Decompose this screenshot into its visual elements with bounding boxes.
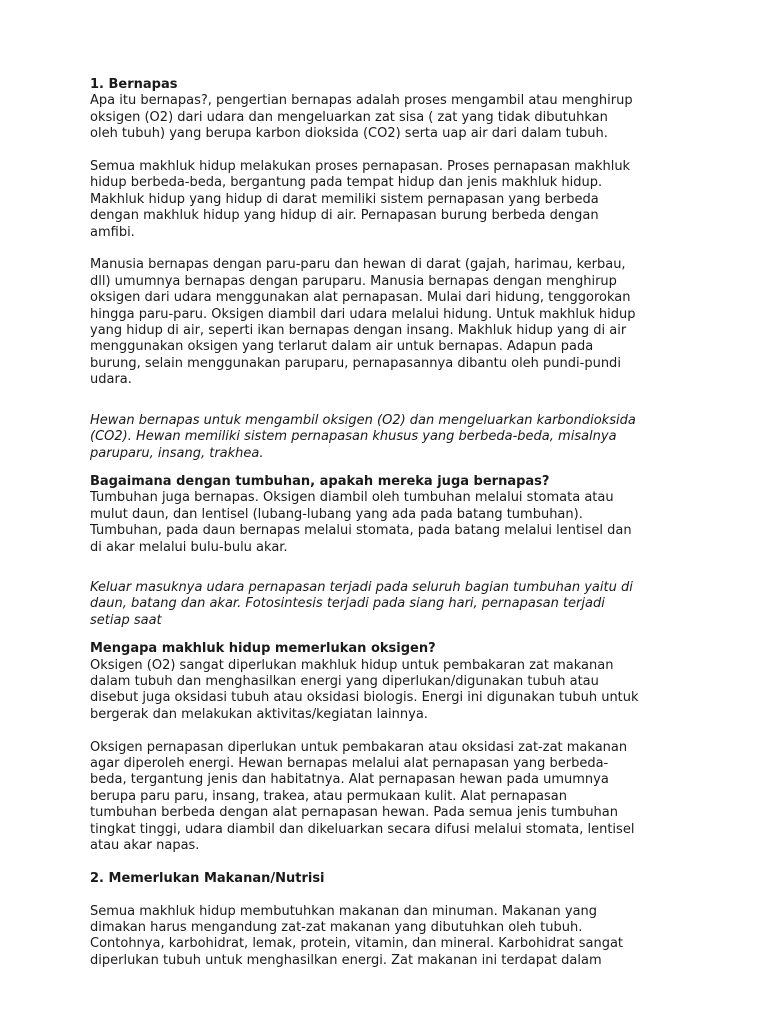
plants-italic-note: Keluar masuknya udara pernapasan terjadi pada seluruh bagian tumbuhan yaitu di daun, batang dan akar. Fotosintesis terjadi pada siang hari, pernapasan terjadi setiap saat [90, 579, 633, 628]
spacer [90, 143, 680, 159]
section-1-paragraph-3: Manusia bernapas dengan paru-paru dan hewan di darat (gajah, harimau, kerbau, dll) umumnya bernapas dengan paruparu. Manusia bernapas dengan menghirup oksigen dari udara menggunakan alat pernapasan. Mulai dari hidung, tenggorokan hingga paru-paru. Oksigen diambil dari udara melalui hidung. Untuk makhluk hidup yang hidup di air, seperti ikan bernapas dengan insang. Makhluk hidup yang di air menggunakan oksigen yang terlarut dalam air untuk bernapas. Adapun pada burung, selain menggunakan paruparu, pernapasannya dibantu oleh pundi-pundi udara. [90, 257, 636, 388]
oxygen-heading: Mengapa makhluk hidup memerlukan oksigen? [90, 641, 436, 657]
oxygen-paragraph-1: Oksigen (O2) sangat diperlukan makhluk hidup untuk pembakaran zat makanan dalam tubuh dan menghasilkan energi yang diperlukan/digunakan tubuh atau disebut juga oksidasi tubuh atau oksidasi biologis. Energi ini digunakan tubuh untuk bergerak dan melakukan aktivitas/kegiatan lainnya. [90, 657, 639, 722]
spacer [90, 462, 680, 474]
plants-paragraph-1: Tumbuhan juga bernapas. Oksigen diambil oleh tumbuhan melalui stomata atau mulut daun, dan lentisel (lubang-lubang yang ada pada batang tumbuhan). Tumbuhan, pada daun bernapas melalui stomata, pada batang melalui lentisel dan di akar melalui bulu-bulu akar. [90, 490, 632, 555]
spacer [90, 556, 680, 580]
spacer [90, 723, 680, 739]
section-1-italic-note: Hewan bernapas untuk mengambil oksigen (O2) dan mengeluarkan karbondioksida (CO2). Hewan memiliki sistem pernapasan khusus yang berbeda-beda, misalnya paruparu, insang, trakhea. [90, 412, 636, 461]
section-1-paragraph-1: Apa itu bernapas?, pengertian bernapas adalah proses mengambil atau menghirup oksigen (O2) dari udara dan mengeluarkan zat sisa ( zat yang tidak dibutuhkan oleh tubuh) yang berupa karbon dioksida (CO2) serta uap air dari dalam tubuh. [90, 93, 633, 142]
spacer [90, 629, 680, 641]
oxygen-paragraph-2: Oksigen pernapasan diperlukan untuk pembakaran atau oksidasi zat-zat makanan agar diperoleh energi. Hewan bernapas melalui alat pernapasan yang berbeda- beda, tergantung jenis dan habitatnya. Alat pernapasan hewan pada umumnya berupa paru paru, insang, trakea, atau permukaan kulit. Alat pernapasan tumbuhan berbeda dengan alat pernapasan hewan. Pada semua jenis tumbuhan tingkat tinggi, udara diambil dan dikeluarkan secara difusi melalui stomata, lentisel atau akar napas. [90, 739, 635, 854]
section-1-paragraph-2: Semua makhluk hidup melakukan proses pernapasan. Proses pernapasan makhluk hidup berbeda-beda, bergantung pada tempat hidup dan jenis makhluk hidup. Makhluk hidup yang hidup di darat memiliki sistem pernapasan yang berbeda dengan makhluk hidup yang hidup di air. Pernapasan burung berbeda dengan amfibi. [90, 159, 631, 240]
spacer [90, 887, 680, 903]
spacer [90, 389, 680, 413]
section-2-paragraph-1: Semua makhluk hidup membutuhkan makanan dan minuman. Makanan yang dimakan harus mengandung zat-zat makanan yang dibutuhkan oleh tubuh. Contohnya, karbohidrat, lemak, protein, vitamin, dan mineral. Karbohidrat sangat diperlukan tubuh untuk menghasilkan energi. Zat makanan ini terdapat dalam [90, 903, 624, 968]
section-1-heading: 1. Bernapas [90, 77, 178, 92]
document-page [90, 77, 680, 969]
plants-heading: Bagaimana dengan tumbuhan, apakah mereka juga bernapas? [90, 473, 550, 489]
section-2-heading: 2. Memerlukan Makanan/Nutrisi [90, 870, 325, 886]
spacer [90, 854, 680, 870]
spacer [90, 241, 680, 257]
